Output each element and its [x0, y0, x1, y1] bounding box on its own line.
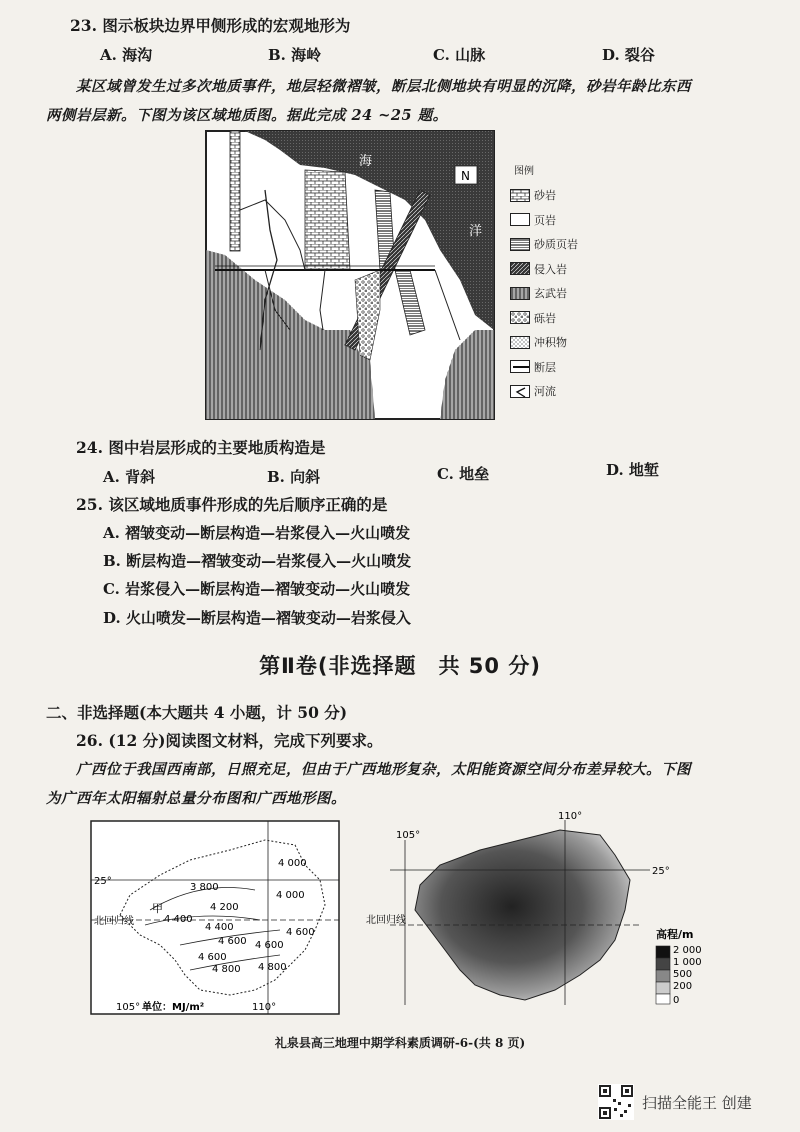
legend-basalt: 玄武岩 — [534, 287, 567, 301]
north-arrow: N — [461, 169, 470, 183]
ocean-label: 洋 — [469, 224, 483, 239]
topo-lon-110: 110° — [558, 811, 583, 822]
q23-option-b: B. 海岭 — [268, 46, 322, 64]
geologic-map — [205, 130, 495, 420]
q25-option-d: D. 火山喷发—断层构造—褶皱变动—岩浆侵入 — [103, 609, 411, 627]
iso-label: 4 200 — [210, 902, 239, 913]
iso-label: 4 600 — [286, 927, 315, 938]
legend-gravel: 砾岩 — [534, 311, 556, 325]
q24-option-a: A. 背斜 — [103, 468, 156, 486]
section-2-title: 第Ⅱ卷(非选择题 共 50 分) — [259, 654, 541, 678]
alluvium-swatch-icon — [510, 336, 530, 349]
topographic-map — [360, 810, 705, 1015]
legend-sandy-shale: 砂质页岩 — [534, 238, 578, 252]
intrusive-swatch-icon — [510, 262, 530, 275]
rad-lat-25: 25° — [94, 876, 112, 887]
iso-label: 4 000 — [278, 858, 307, 869]
legend-sandstone: 砂岩 — [534, 189, 556, 203]
q25-option-c: C. 岩浆侵入—断层构造—褶皱变动—火山喷发 — [103, 580, 411, 598]
q23-stem: 23. 图示板块边界甲侧形成的宏观地形为 — [70, 16, 351, 35]
legend-title: 图例 — [514, 166, 534, 177]
sea-label: 海 — [359, 154, 373, 169]
q24-option-c: C. 地垒 — [437, 465, 490, 483]
basalt-swatch-icon — [510, 287, 530, 300]
rad-tropic-label: 北回归线 — [94, 916, 134, 927]
elevation-500: 500 — [673, 969, 693, 980]
elevation-0: 0 — [673, 995, 680, 1006]
iso-label: 4 600 — [218, 936, 247, 947]
q26-paragraph-1: 广西位于我国西南部，日照充足，但由于广西地形复杂，太阳能资源空间分布差异较大。下图 — [76, 761, 691, 778]
shale-swatch-icon — [510, 213, 530, 226]
rad-jia-label: 甲 — [152, 902, 163, 915]
iso-label: 4 000 — [276, 890, 305, 901]
gravel-swatch-icon — [510, 311, 530, 324]
iso-label: 4 600 — [255, 940, 284, 951]
q23-option-c: C. 山脉 — [433, 46, 486, 64]
q25-option-b: B. 断层构造—褶皱变动—岩浆侵入—火山喷发 — [103, 552, 412, 570]
scanner-label: 扫描全能王 创建 — [642, 1093, 752, 1112]
radiation-map — [90, 820, 340, 1015]
rad-lon-110: 110° — [252, 1002, 277, 1013]
iso-label: 4 400 — [164, 914, 193, 925]
rad-lon-105: 105° — [116, 1002, 141, 1013]
elevation-2000: 2 000 — [673, 945, 702, 956]
topo-tropic-label: 北回归线 — [366, 915, 406, 926]
q25-stem: 25. 该区域地质事件形成的先后顺序正确的是 — [76, 495, 388, 514]
river-swatch-icon — [510, 385, 530, 398]
legend-alluvium: 冲积物 — [534, 336, 567, 350]
intro-line-1: 某区域曾发生过多次地质事件，地层轻微褶皱，断层北侧地块有明显的沉降，砂岩年龄比东西 — [76, 78, 691, 95]
legend-fault: 断层 — [534, 360, 556, 374]
iso-label: 4 800 — [212, 964, 241, 975]
scanner-watermark — [598, 1084, 752, 1120]
rad-unit: 单位：MJ/m² — [142, 1002, 205, 1013]
qr-code-icon — [598, 1084, 634, 1120]
topo-lon-105: 105° — [396, 830, 421, 841]
elevation-title: 高程/m — [656, 928, 694, 941]
legend-shale: 页岩 — [534, 213, 556, 227]
elevation-1000: 1 000 — [673, 957, 702, 968]
iso-label: 4 600 — [198, 952, 227, 963]
topo-lat-25: 25° — [652, 866, 670, 877]
sandy-shale-swatch-icon — [510, 238, 530, 251]
q25-option-a: A. 褶皱变动—断层构造—岩浆侵入—火山喷发 — [103, 524, 411, 542]
page-footer: 礼泉县高三地理中期学科素质调研-6-(共 8 页) — [274, 1036, 526, 1050]
legend-river: 河流 — [534, 385, 556, 399]
q26-paragraph-2: 为广西年太阳辐射总量分布图和广西地形图。 — [46, 790, 346, 807]
iso-label: 4 400 — [205, 922, 234, 933]
legend-intrusive: 侵入岩 — [534, 262, 567, 276]
q26-stem: 26. (12 分)阅读图文材料，完成下列要求。 — [76, 731, 383, 750]
elevation-200: 200 — [673, 981, 693, 992]
iso-label: 3 800 — [190, 882, 219, 893]
intro-line-2: 两侧岩层新。下图为该区域地质图。据此完成 24 ~25 题。 — [46, 107, 448, 124]
q23-option-a: A. 海沟 — [100, 46, 153, 64]
q23-option-d: D. 裂谷 — [602, 46, 655, 64]
q24-option-d: D. 地堑 — [606, 461, 659, 479]
q24-option-b: B. 向斜 — [267, 468, 321, 486]
iso-label: 4 800 — [258, 962, 287, 973]
geomap-legend — [510, 162, 590, 404]
q24-stem: 24. 图中岩层形成的主要地质构造是 — [76, 438, 326, 457]
section-2-heading: 二、非选择题(本大题共 4 小题，计 50 分) — [46, 703, 348, 722]
sandstone-swatch-icon — [510, 189, 530, 202]
fault-swatch-icon — [510, 360, 530, 373]
